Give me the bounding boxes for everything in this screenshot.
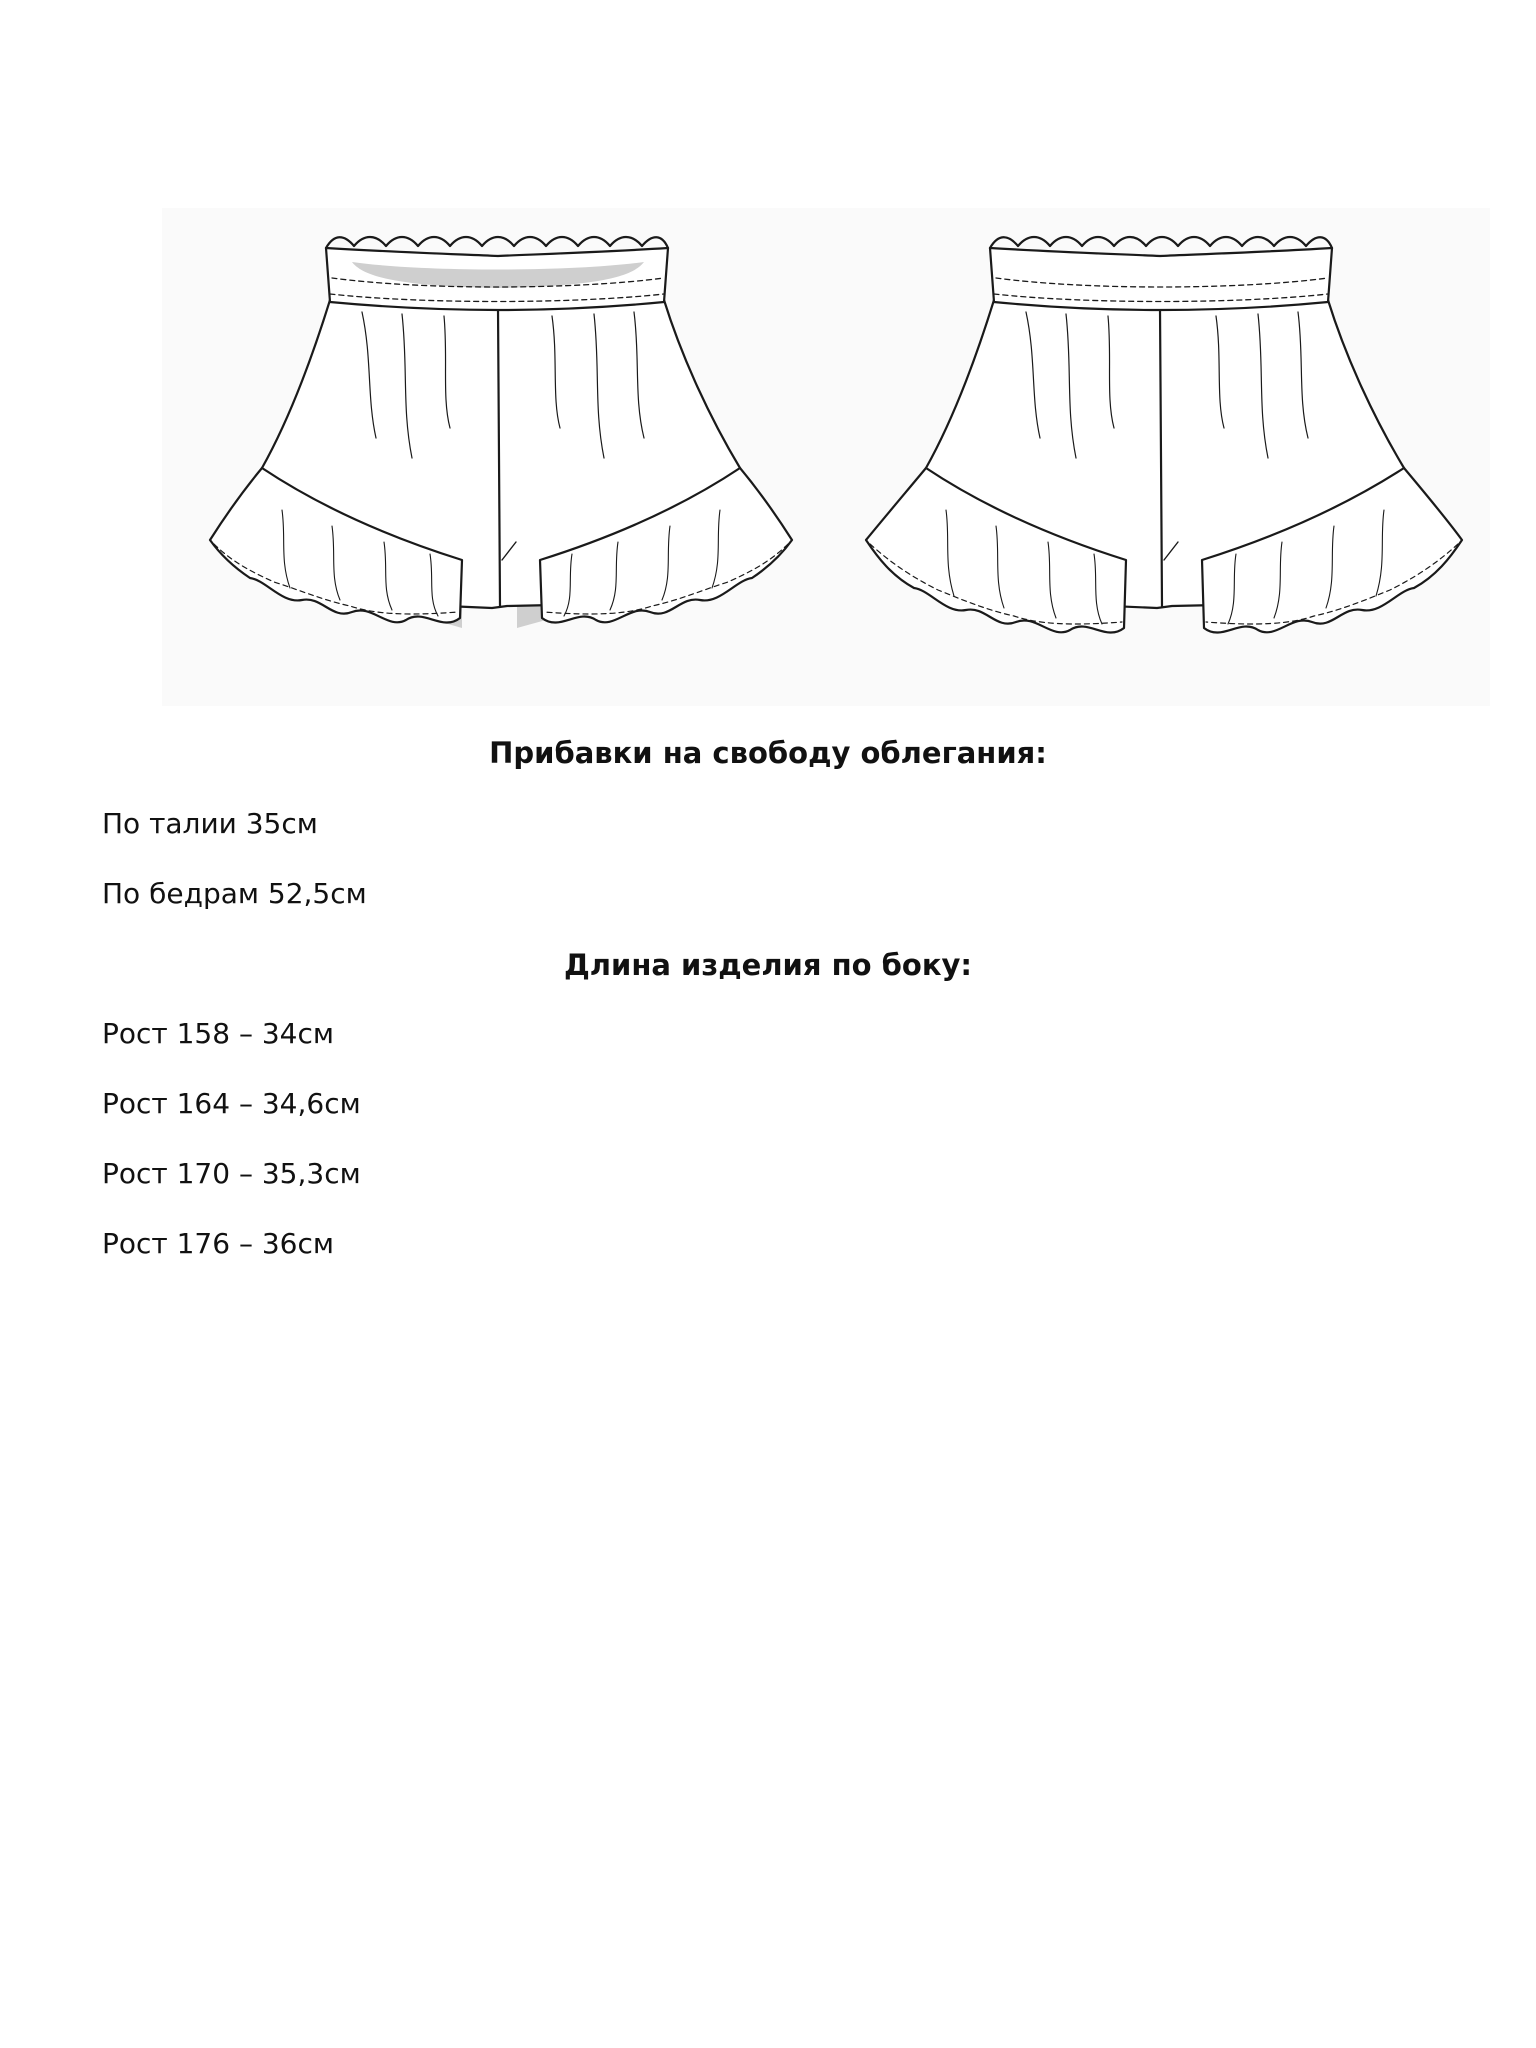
length-row-164: Рост 164 – 34,6см xyxy=(102,1087,361,1120)
shorts-technical-drawing xyxy=(162,208,1490,706)
length-row-176: Рост 176 – 36см xyxy=(102,1227,335,1260)
fit-allowances-heading: Прибавки на свободу облегания: xyxy=(489,736,1047,770)
side-length-heading: Длина изделия по боку: xyxy=(563,948,973,982)
shorts-front-view xyxy=(210,237,792,628)
length-row-158: Рост 158 – 34см xyxy=(102,1017,335,1050)
hip-allowance: По бедрам 52,5см xyxy=(102,877,367,910)
length-row-170: Рост 170 – 35,3см xyxy=(102,1157,361,1190)
shorts-back-view xyxy=(866,237,1462,633)
waist-allowance: По талии 35см xyxy=(102,807,318,840)
technical-sketch-panel xyxy=(162,208,1490,706)
